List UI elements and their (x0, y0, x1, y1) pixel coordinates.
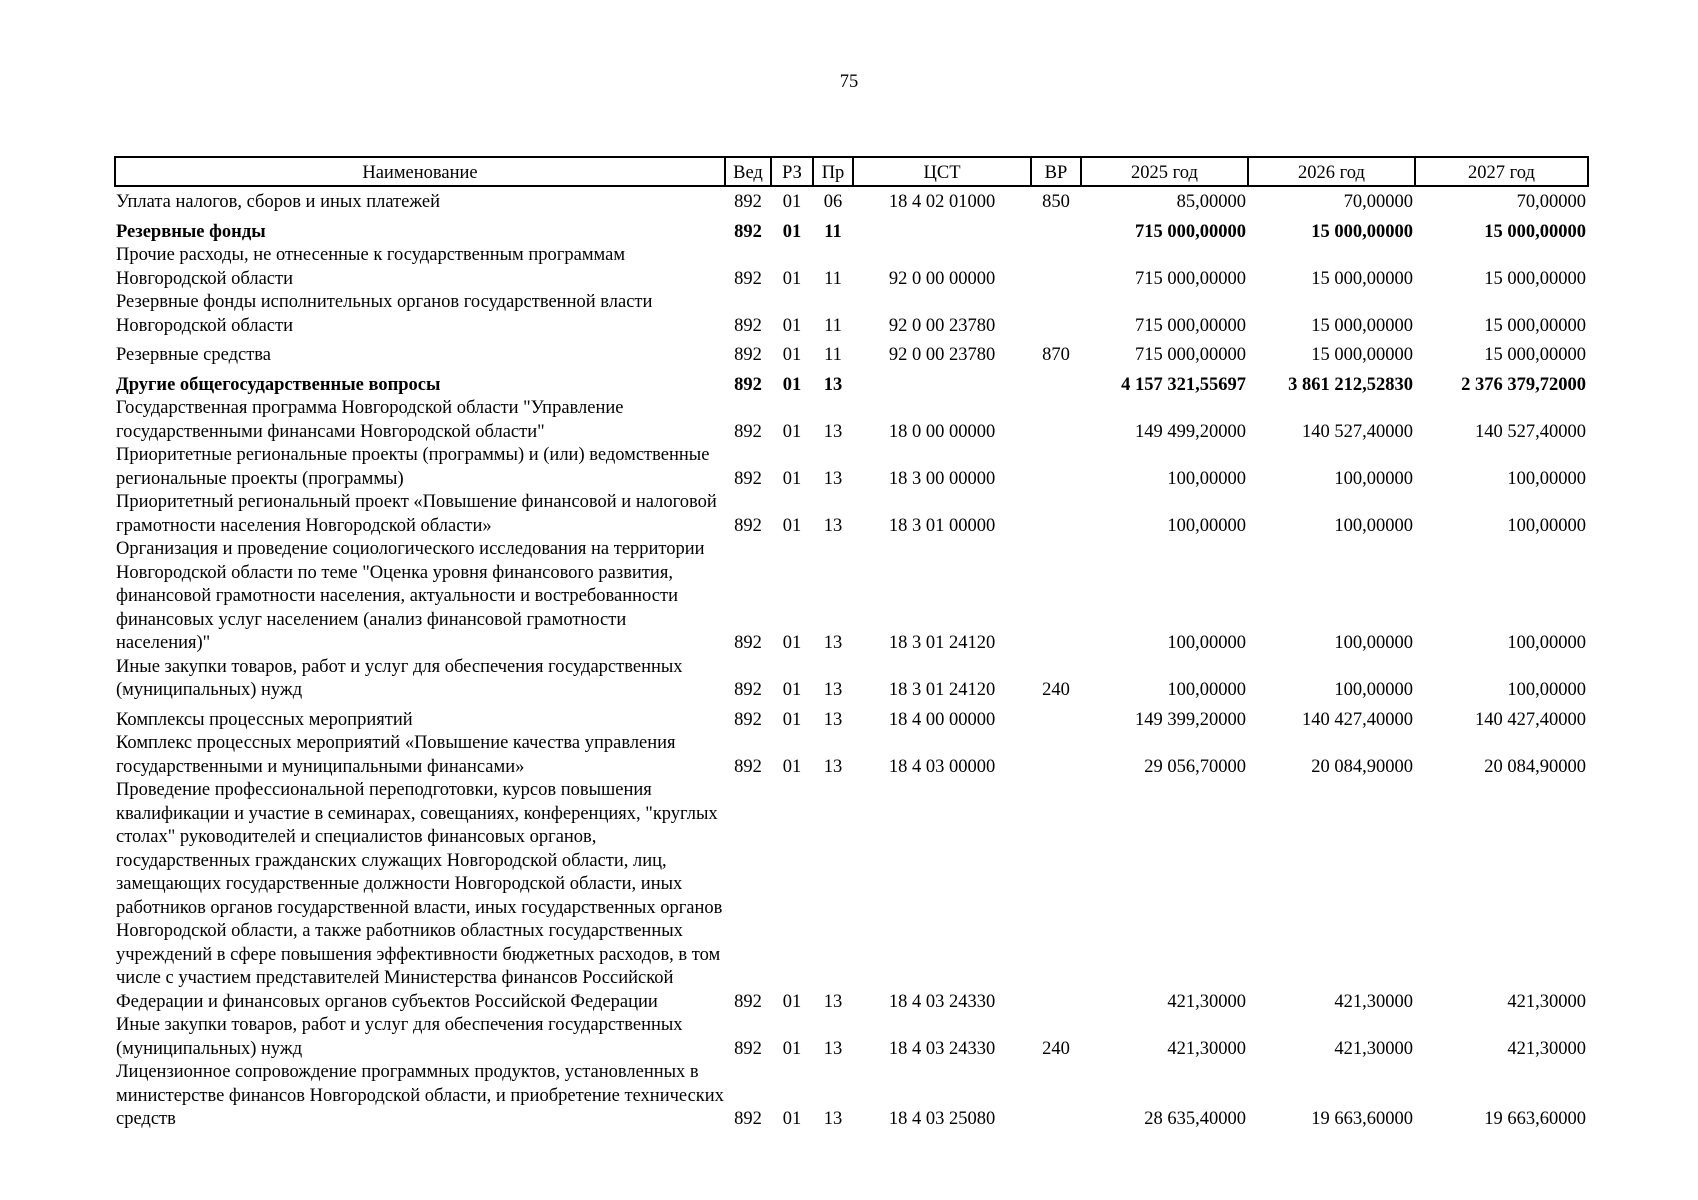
cell-2026: 421,30000 (1334, 1038, 1413, 1059)
cell-2027: 140 427,40000 (1475, 709, 1586, 730)
table-row (115, 215, 1588, 245)
cell-pr: 13 (823, 709, 843, 730)
cell-vr (1031, 732, 1081, 779)
cell-2027: 421,30000 (1507, 1038, 1586, 1059)
cell-rz: 01 (782, 374, 802, 395)
table-row (115, 1061, 1588, 1132)
cell-2025: 149 399,20000 (1135, 709, 1246, 730)
cell-vr (1031, 397, 1081, 444)
cell-pr: 13 (823, 756, 843, 777)
cell-2027: 100,00000 (1507, 468, 1586, 489)
cell-2027: 15 000,00000 (1484, 345, 1586, 365)
cell-name: Иные закупки товаров, работ и услуг для обеспечения государственных (муниципальных) нужд (116, 1015, 683, 1059)
cell-cst: 18 3 00 00000 (888, 468, 996, 489)
cell-2027: 70,00000 (1516, 192, 1586, 212)
table-row (115, 338, 1588, 368)
cell-ved: 892 (734, 515, 762, 536)
cell-2026: 15 000,00000 (1311, 315, 1413, 336)
cell-name: Комплексы процессных мероприятий (116, 709, 413, 730)
cell-vr (1031, 538, 1081, 656)
cell-name: Государственная программа Новгородской области "Управление государственными финансами Новгородской области" (116, 398, 624, 442)
cell-vr (1031, 779, 1081, 1014)
cell-pr: 13 (823, 374, 843, 395)
cell-2026: 19 663,60000 (1311, 1109, 1413, 1129)
cell-vr: 240 (1042, 680, 1070, 700)
cell-2025: 715 000,00000 (1135, 268, 1246, 289)
table-row (115, 779, 1588, 1014)
cell-2027: 19 663,60000 (1484, 1109, 1586, 1129)
cell-2025: 421,30000 (1167, 1038, 1246, 1059)
cell-rz: 01 (782, 221, 802, 242)
cell-ved: 892 (734, 468, 762, 489)
cell-2027: 20 084,90000 (1484, 756, 1586, 777)
cell-pr: 13 (823, 680, 843, 700)
cell-2027: 15 000,00000 (1484, 268, 1586, 289)
cell-2027: 100,00000 (1507, 633, 1586, 653)
cell-2026: 100,00000 (1334, 633, 1413, 653)
cell-pr: 11 (824, 315, 842, 336)
cell-2026: 20 084,90000 (1311, 756, 1413, 777)
cell-pr: 11 (824, 345, 842, 365)
cell-rz: 01 (782, 1109, 802, 1129)
cell-rz: 01 (782, 515, 802, 536)
cell-pr: 13 (823, 1038, 843, 1059)
cell-pr: 13 (823, 1109, 843, 1129)
cell-2026: 100,00000 (1334, 680, 1413, 700)
cell-2026: 15 000,00000 (1311, 345, 1413, 365)
table-row (115, 368, 1588, 398)
cell-pr: 11 (824, 221, 842, 242)
cell-rz: 01 (782, 268, 802, 289)
cell-ved: 892 (734, 991, 762, 1012)
cell-name: Уплата налогов, сборов и иных платежей (116, 192, 441, 212)
table-row (115, 732, 1588, 779)
cell-rz: 01 (782, 192, 802, 212)
cell-pr: 11 (824, 268, 842, 289)
table-row (115, 703, 1588, 733)
cell-2027: 15 000,00000 (1484, 315, 1586, 336)
cell-rz: 01 (782, 315, 802, 336)
table-row (115, 244, 1588, 291)
cell-ved: 892 (734, 315, 762, 336)
cell-pr: 13 (823, 468, 843, 489)
cell-cst: 18 0 00 00000 (888, 421, 996, 442)
cell-2027: 421,30000 (1507, 991, 1586, 1012)
cell-cst: 18 4 02 01000 (888, 192, 996, 212)
header-2025: 2025 год (1081, 157, 1248, 186)
cell-cst: 18 4 03 24330 (888, 991, 996, 1012)
cell-2026: 421,30000 (1334, 991, 1413, 1012)
cell-cst: 92 0 00 23780 (888, 315, 996, 336)
header-vr: ВР (1031, 157, 1081, 186)
cell-vr: 870 (1042, 345, 1070, 365)
cell-vr (1031, 1061, 1081, 1132)
table-row (115, 186, 1588, 215)
cell-2026: 100,00000 (1334, 468, 1413, 489)
cell-cst: 18 3 01 24120 (888, 633, 996, 653)
cell-pr: 13 (823, 991, 843, 1012)
cell-ved: 892 (734, 421, 762, 442)
cell-ved: 892 (734, 709, 762, 730)
cell-2025: 715 000,00000 (1135, 315, 1246, 336)
cell-2026: 140 527,40000 (1302, 421, 1413, 442)
cell-2026: 140 427,40000 (1302, 709, 1413, 730)
cell-name: Организация и проведение социологического исследования на территории Новгородской области по теме "Оценка уровня финансового развития, финансовой грамотности населения, актуальности и востребованности финансовых услуг населением (анализ финансовой грамотности населения)" (116, 539, 705, 653)
cell-cst (853, 215, 1031, 245)
cell-2027: 100,00000 (1507, 680, 1586, 700)
cell-vr (1031, 703, 1081, 733)
cell-2025: 100,00000 (1167, 468, 1246, 489)
cell-vr: 850 (1042, 192, 1070, 212)
cell-cst: 92 0 00 23780 (888, 345, 996, 365)
table-body (115, 186, 1588, 1132)
cell-name: Проведение профессиональной переподготовки, курсов повышения квалификации и участие в семинарах, совещаниях, конференциях, "круглых столах" руководителей и специалистов финансовых органов, государственных гражданских служащих Новгородской области, лиц, замещающих государственные должности Новгородской области, иных работников органов государственной власти, иных государственных органов Новгородской области, а также работников областных государственных учреждений в сфере повышения эффективности бюджетных расходов, в том числе с участием представителей Министерства финансов Российской Федерации и финансовых органов субъектов Российской Федерации (116, 780, 723, 1012)
cell-2025: 100,00000 (1167, 680, 1246, 700)
cell-vr (1031, 368, 1081, 398)
cell-cst: 18 4 03 00000 (888, 756, 996, 777)
cell-2025: 715 000,00000 (1135, 221, 1246, 242)
cell-ved: 892 (734, 633, 762, 653)
cell-cst (853, 368, 1031, 398)
cell-cst: 18 4 00 00000 (888, 709, 996, 730)
cell-2027: 100,00000 (1507, 515, 1586, 536)
cell-rz: 01 (782, 1038, 802, 1059)
cell-rz: 01 (782, 421, 802, 442)
cell-name: Комплекс процессных мероприятий «Повышение качества управления государственными и муниципальными финансами» (116, 733, 676, 777)
cell-2025: 28 635,40000 (1144, 1109, 1246, 1129)
cell-2026: 15 000,00000 (1311, 268, 1413, 289)
cell-2025: 29 056,70000 (1144, 756, 1246, 777)
cell-rz: 01 (782, 709, 802, 730)
cell-ved: 892 (734, 1109, 762, 1129)
cell-vr (1031, 215, 1081, 245)
cell-ved: 892 (734, 374, 762, 395)
cell-2025: 100,00000 (1167, 515, 1246, 536)
cell-cst: 18 4 03 25080 (888, 1109, 996, 1129)
cell-pr: 13 (823, 633, 843, 653)
cell-2025: 149 499,20000 (1135, 421, 1246, 442)
cell-vr (1031, 291, 1081, 338)
cell-cst: 18 4 03 24330 (888, 1038, 996, 1059)
cell-2026: 15 000,00000 (1311, 221, 1413, 242)
cell-2026: 70,00000 (1343, 192, 1413, 212)
table-row (115, 397, 1588, 444)
table-row (115, 656, 1588, 703)
cell-2025: 4 157 321,55697 (1121, 374, 1246, 395)
table-row (115, 1014, 1588, 1061)
cell-pr: 13 (823, 515, 843, 536)
cell-ved: 892 (734, 221, 762, 242)
cell-name: Лицензионное сопровождение программных продуктов, установленных в министерстве финансов Новгородской области, и приобретение технических средств (116, 1062, 724, 1129)
cell-cst: 92 0 00 00000 (888, 268, 996, 289)
cell-name: Резервные средства (116, 345, 271, 365)
budget-table (114, 156, 1589, 1132)
cell-2025: 421,30000 (1167, 991, 1246, 1012)
header-ved: Вед (725, 157, 771, 186)
cell-rz: 01 (782, 756, 802, 777)
cell-2026: 3 861 212,52830 (1288, 374, 1413, 395)
cell-ved: 892 (734, 345, 762, 365)
table-header-row (115, 157, 1588, 186)
header-pr: Пр (813, 157, 853, 186)
cell-rz: 01 (782, 680, 802, 700)
cell-name: Приоритетный региональный проект «Повышение финансовой и налоговой грамотности населения Новгородской области» (116, 492, 717, 536)
table-row (115, 291, 1588, 338)
cell-name: Прочие расходы, не отнесенные к государственным программам Новгородской области (116, 245, 626, 289)
cell-2025: 85,00000 (1176, 192, 1246, 212)
cell-rz: 01 (782, 468, 802, 489)
header-2027: 2027 год (1415, 157, 1588, 186)
cell-name: Резервные фонды исполнительных органов государственной власти Новгородской области (116, 292, 653, 336)
header-name: Наименование (115, 157, 725, 186)
cell-vr (1031, 244, 1081, 291)
cell-ved: 892 (734, 192, 762, 212)
cell-vr (1031, 491, 1081, 538)
table-row (115, 444, 1588, 491)
cell-name: Иные закупки товаров, работ и услуг для обеспечения государственных (муниципальных) нужд (116, 656, 683, 700)
cell-pr: 13 (823, 421, 843, 442)
cell-rz: 01 (782, 345, 802, 365)
cell-cst: 18 3 01 00000 (888, 515, 996, 536)
cell-name: Другие общегосударственные вопросы (116, 374, 441, 395)
cell-2027: 15 000,00000 (1484, 221, 1586, 242)
cell-2027: 2 376 379,72000 (1461, 374, 1586, 395)
cell-ved: 892 (734, 680, 762, 700)
cell-name: Приоритетные региональные проекты (программы) и (или) ведомственные региональные проекты (программы) (116, 445, 710, 489)
cell-vr: 240 (1042, 1038, 1070, 1059)
cell-cst: 18 3 01 24120 (888, 680, 996, 700)
cell-name: Резервные фонды (116, 221, 266, 242)
cell-2026: 100,00000 (1334, 515, 1413, 536)
cell-2025: 715 000,00000 (1135, 345, 1246, 365)
cell-ved: 892 (734, 756, 762, 777)
cell-vr (1031, 444, 1081, 491)
header-rz: РЗ (771, 157, 813, 186)
cell-pr: 06 (823, 192, 843, 212)
cell-2027: 140 527,40000 (1475, 421, 1586, 442)
table-row (115, 491, 1588, 538)
page-number: 75 (839, 72, 859, 92)
table-row (115, 538, 1588, 656)
cell-ved: 892 (734, 1038, 762, 1059)
header-2026: 2026 год (1248, 157, 1415, 186)
cell-rz: 01 (782, 633, 802, 653)
header-cst: ЦСТ (853, 157, 1031, 186)
cell-rz: 01 (782, 991, 802, 1012)
cell-ved: 892 (734, 268, 762, 289)
cell-2025: 100,00000 (1167, 633, 1246, 653)
